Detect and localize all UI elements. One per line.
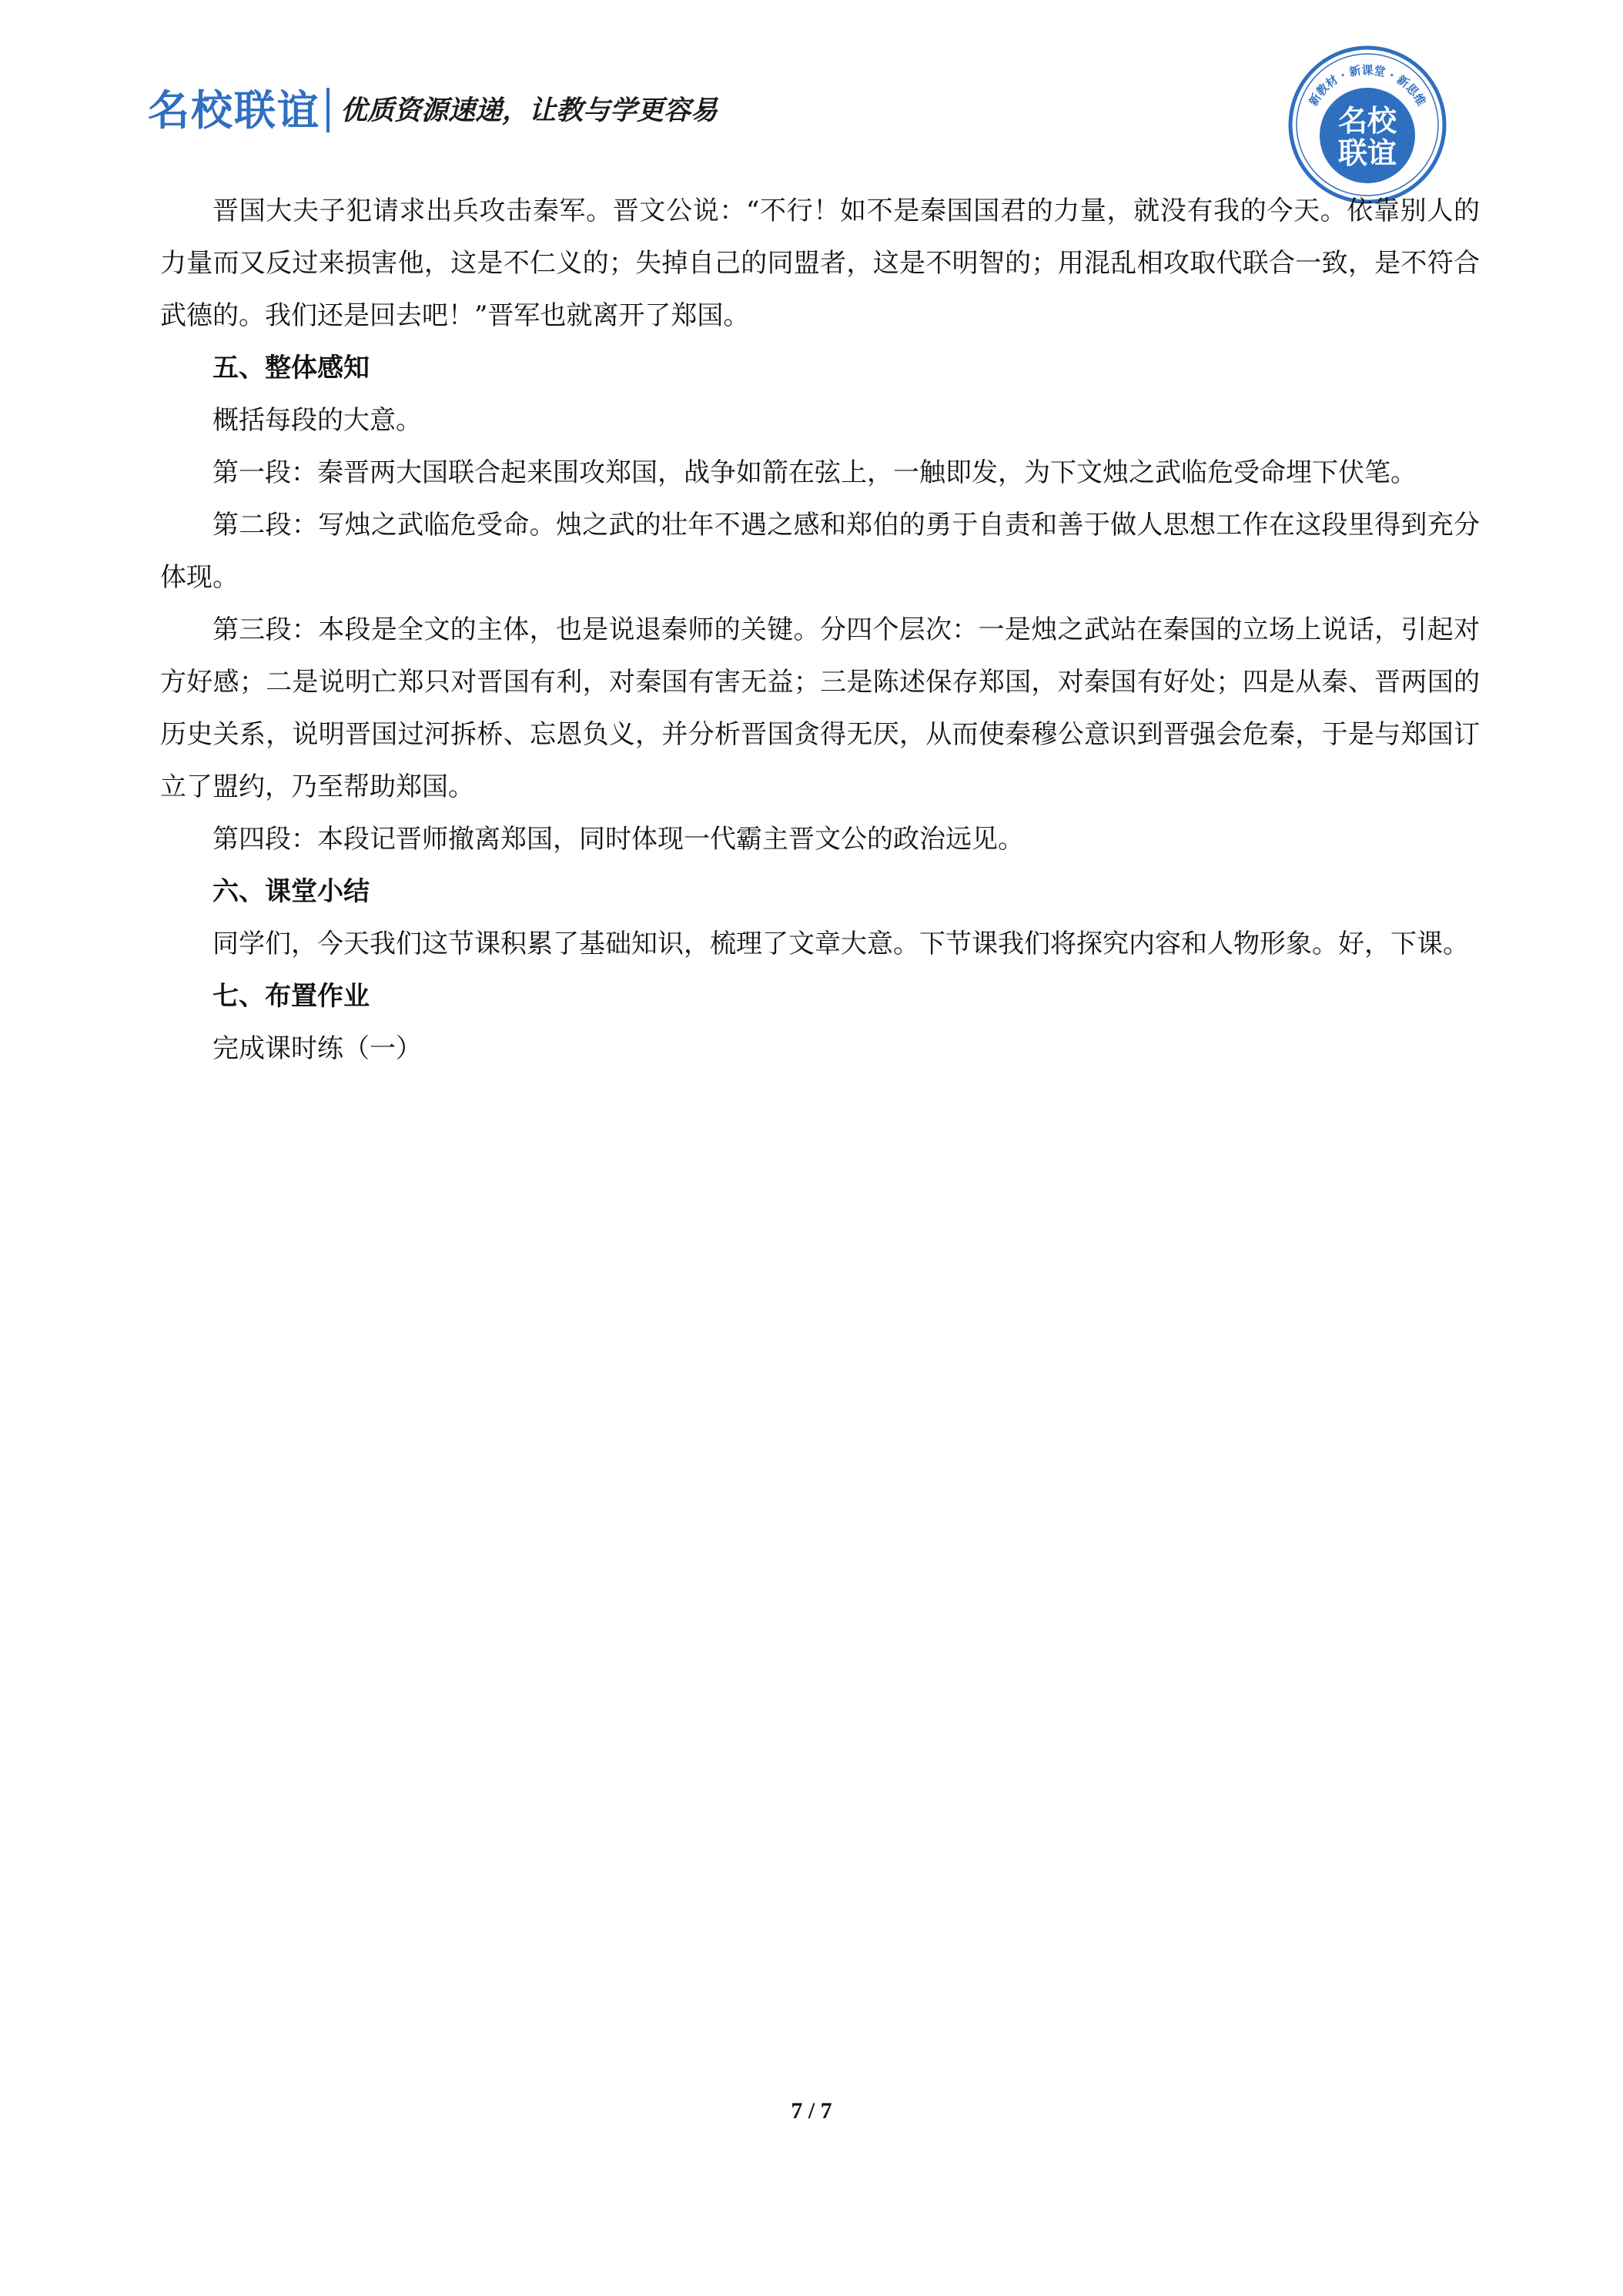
body-paragraph: 第二段：写烛之武临危受命。烛之武的壮年不遇之感和郑伯的勇于自责和善于做人思想工作在这段里得到充分体现。 bbox=[160, 510, 1480, 593]
brand-logo-text: 名校联谊 bbox=[148, 86, 320, 135]
document-body bbox=[160, 185, 1480, 1075]
page-header bbox=[148, 80, 1472, 142]
page-number: 7 / 7 bbox=[791, 2098, 832, 2124]
seal-center-line1: 名校 bbox=[1337, 104, 1397, 138]
seal-center-line2: 联谊 bbox=[1337, 136, 1397, 170]
body-paragraph: 同学们，今天我们这节课积累了基础知识，梳理了文章大意。下节课我们将探究内容和人物形象。好，下课。 bbox=[212, 929, 1469, 959]
body-paragraph: 概括每段的大意。 bbox=[212, 405, 422, 436]
section-heading-overall: 五、整体感知 bbox=[212, 353, 370, 383]
body-paragraph: 第四段：本段记晋师撤离郑国，同时体现一代霸主晋文公的政治远见。 bbox=[212, 824, 1024, 855]
section-heading-homework: 七、布置作业 bbox=[212, 981, 370, 1012]
school-seal-logo bbox=[1287, 45, 1447, 205]
header-divider bbox=[326, 88, 330, 132]
body-paragraph: 第三段：本段是全文的主体，也是说退秦师的关键。分四个层次：一是烛之武站在秦国的立场上说话，引起对方好感；二是说明亡郑只对晋国有利，对秦国有害无益；三是陈述保存郑国，对秦国有好处；四是从秦、晋两国的历史关系，说明晋国过河拆桥、忘恩负义，并分析晋国贪得无厌，从而使秦穆公意识到晋强会危秦，于是与郑国订立了盟约，乃至帮助郑国。 bbox=[160, 614, 1480, 802]
body-paragraph: 完成课时练（一） bbox=[212, 1033, 422, 1064]
seal-ring-text: 新教材 · 新课堂 · 新思维 bbox=[1306, 62, 1429, 109]
header-slogan: 优质资源速递，让教与学更容易 bbox=[340, 95, 718, 126]
section-heading-summary: 六、课堂小结 bbox=[212, 876, 370, 907]
body-paragraph: 第一段：秦晋两大国联合起来围攻郑国，战争如箭在弦上，一触即发，为下文烛之武临危受命埋下伏笔。 bbox=[212, 457, 1417, 488]
body-paragraph: 晋国大夫子犯请求出兵攻击秦军。晋文公说：“不行！如不是秦国国君的力量，就没有我的今天。依靠别人的力量而又反过来损害他，这是不仁义的；失掉自己的同盟者，这是不明智的；用混乱相攻取代联合一致，是不符合武德的。我们还是回去吧！”晋军也就离开了郑国。 bbox=[160, 196, 1480, 331]
